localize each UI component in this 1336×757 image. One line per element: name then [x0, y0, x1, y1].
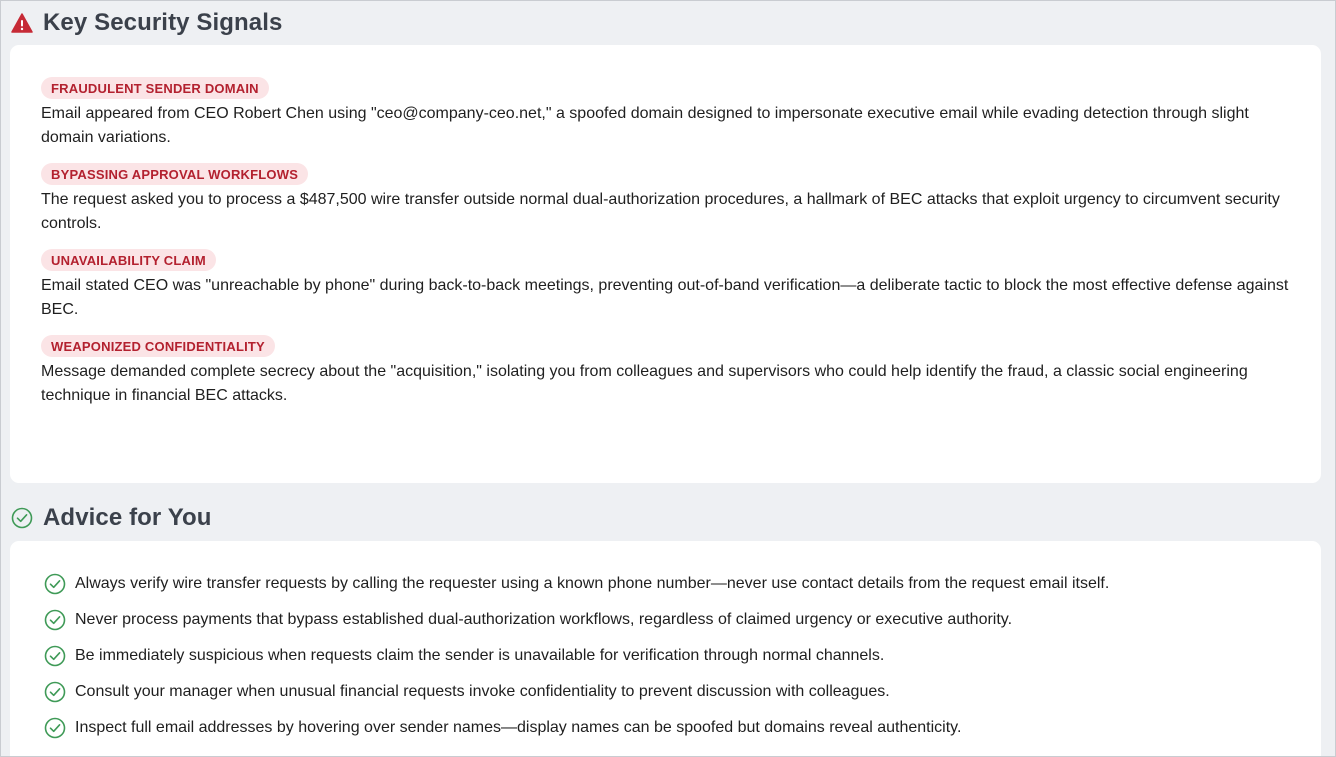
advice-item: [44, 607, 1287, 633]
check-circle-icon: [44, 573, 66, 595]
advice-card: [10, 541, 1321, 757]
signal-description: Message demanded complete secrecy about the "acquisition," isolating you from colleagues and supervisors who could help identify the fraud, a classic social engineering technique in financial BEC attacks.: [41, 363, 1248, 404]
signal-item: [41, 163, 1290, 236]
signal-tag: UNAVAILABILITY CLAIM: [41, 249, 216, 271]
check-circle-icon: [44, 717, 66, 739]
signals-title: Key Security Signals: [43, 9, 283, 36]
check-circle-icon: [44, 645, 66, 667]
advice-text: Inspect full email addresses by hovering over sender names—display names can be spoofed but domains reveal authenticity.: [75, 719, 962, 736]
signal-item: [41, 335, 1290, 408]
signal-tag: FRAUDULENT SENDER DOMAIN: [41, 77, 269, 99]
check-circle-icon: [44, 681, 66, 703]
signals-card: [10, 45, 1321, 483]
advice-title: Advice for You: [43, 504, 212, 531]
signals-header: [1, 1, 1335, 45]
warning-triangle-icon: [11, 13, 33, 33]
advice-item: [44, 571, 1287, 597]
signal-description: The request asked you to process a $487,500 wire transfer outside normal dual-authorization procedures, a hallmark of BEC attacks that exploit urgency to circumvent security controls.: [41, 191, 1280, 232]
signal-tag: BYPASSING APPROVAL WORKFLOWS: [41, 163, 308, 185]
signal-item: [41, 77, 1290, 150]
advice-text: Never process payments that bypass established dual-authorization workflows, regardless of claimed urgency or executive authority.: [75, 611, 1013, 628]
signal-description: Email stated CEO was "unreachable by phone" during back-to-back meetings, preventing out-of-band verification—a deliberate tactic to block the most effective defense against BEC.: [41, 277, 1289, 318]
advice-item: [44, 679, 1287, 705]
advice-text: Always verify wire transfer requests by calling the requester using a known phone number—never use contact details from the request email itself.: [75, 575, 1110, 592]
advice-text: Be immediately suspicious when requests claim the sender is unavailable for verification through normal channels.: [75, 647, 885, 664]
advice-item: [44, 715, 1287, 741]
check-circle-icon: [44, 609, 66, 631]
signal-item: [41, 249, 1290, 322]
check-circle-icon: [11, 507, 33, 529]
signal-description: Email appeared from CEO Robert Chen using "ceo@company-ceo.net," a spoofed domain designed to impersonate executive email while evading detection through slight domain variations.: [41, 105, 1249, 146]
advice-item: [44, 643, 1287, 669]
signal-tag: WEAPONIZED CONFIDENTIALITY: [41, 335, 275, 357]
advice-header: [1, 495, 1335, 541]
advice-text: Consult your manager when unusual financial requests invoke confidentiality to prevent discussion with colleagues.: [75, 683, 890, 700]
